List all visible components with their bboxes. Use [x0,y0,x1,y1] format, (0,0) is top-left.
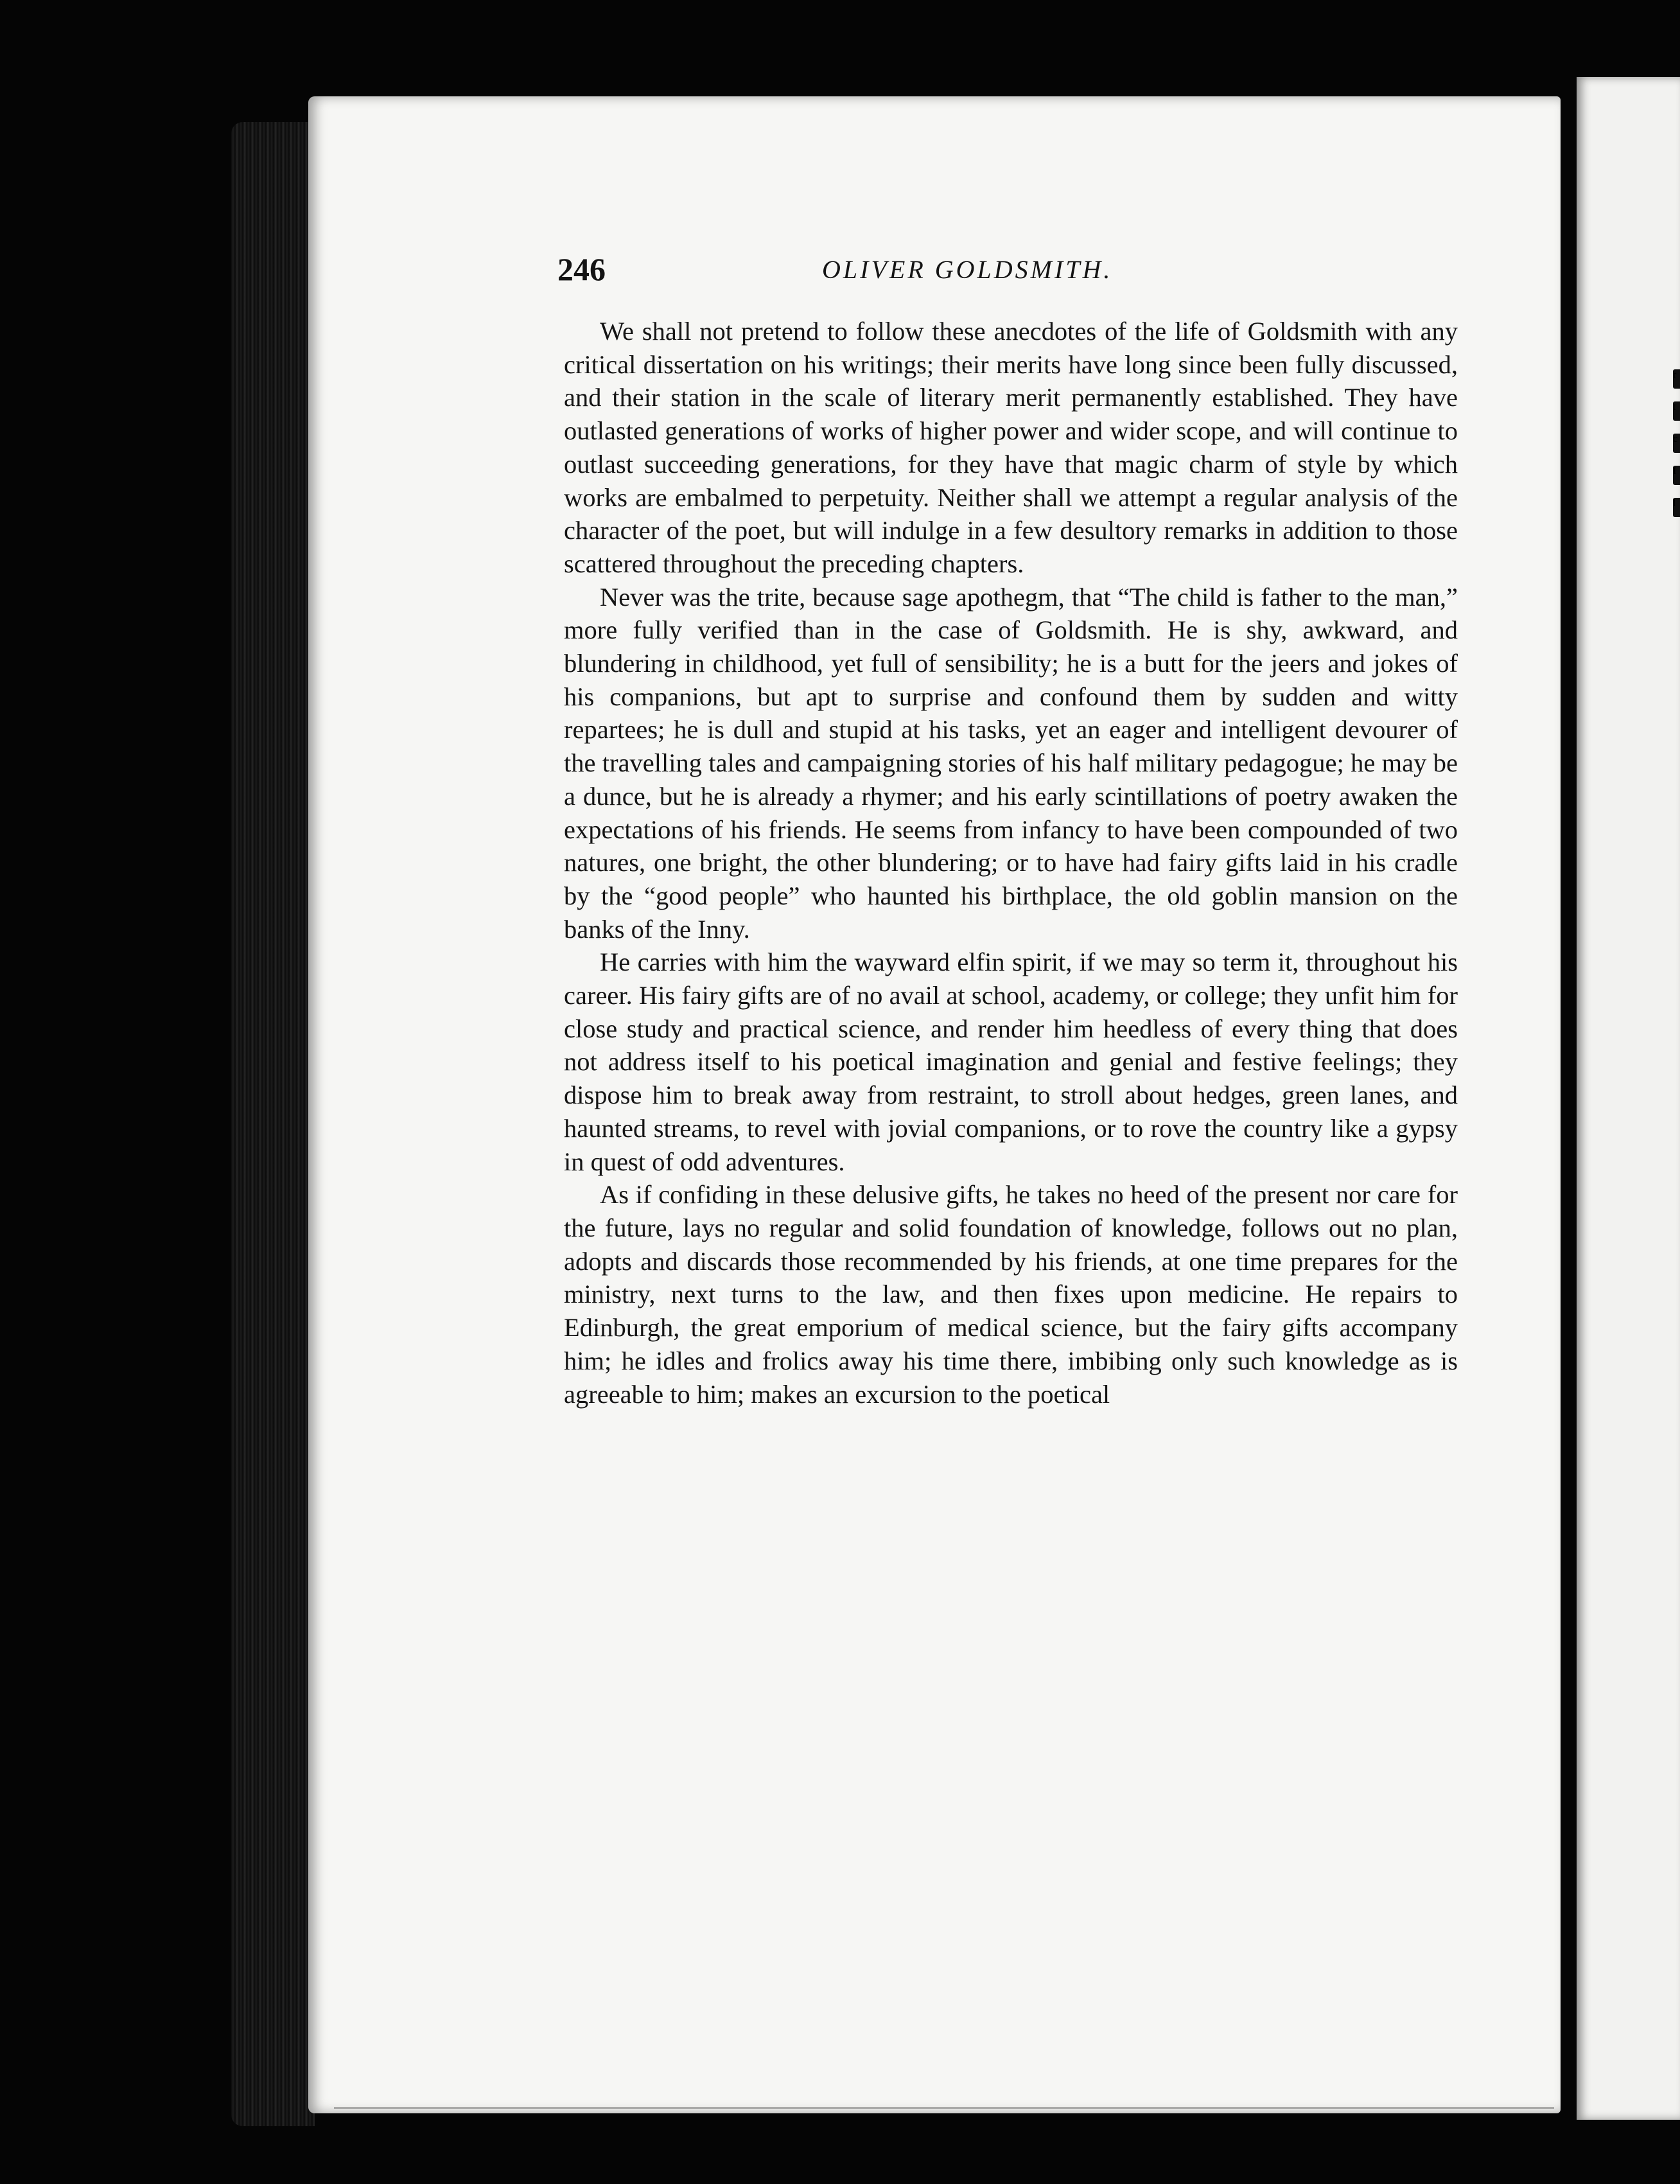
running-title: OLIVER GOLDSMITH. [822,255,1113,284]
page-bottom-rule [334,2107,1554,2109]
paragraph: He carries with him the wayward elfin spirit, if we may so term it, throughout his career. His fairy gifts are of no avail at school, academy, or college; they unfit him for close study and practical science, and render him heedless of every thing that does not address itself to his poetical imagination and genial and festive feelings; they dispose him to break away from restraint, to stroll about hedges, green lanes, and haunted streams, to revel with jovial companions, or to rove the country like a gypsy in quest of odd adventures. [564,947,1458,1176]
running-head [557,251,1482,295]
facing-page-glyph: r [1673,369,1680,389]
facing-page-glyph: t [1673,401,1680,421]
facing-page-edge [1577,77,1680,2120]
paragraph: As if confiding in these delusive gifts, he takes no heed of the present nor care for the future, lays no regular and solid foundation of knowledge, follows out no plan, adopts and discards those recommended by his friends, at one time prepares for the ministry, next turns to the law, and then fixes upon medicine. He repairs to Edinburgh, the great emporium of medical science, but the fairy gifts accompany him; he idles and frolics away his time there, imbibing only such knowledge as is agreeable to him; makes an excursion to the poetical [564,1180,1458,1409]
facing-page-glyph: l [1673,498,1680,517]
facing-page-glyph: c [1673,434,1680,453]
book-page [308,96,1561,2113]
body-text [564,315,1458,1411]
facing-page-glyph: I [1673,466,1680,485]
paragraph: Never was the trite, because sage apothegm, that “The child is father to the man,” more fully verified than in the case of Goldsmith. He is shy, awkward, and blundering in childhood, yet full of sensibility; he is a butt for the jeers and jokes of his companions, but apt to surprise and confound them by sudden and witty repartees; he is dull and stupid at his tasks, yet an eager and intelligent devourer of the travelling tales and campaigning stories of his half military pedagogue; he may be a dunce, but he is already a rhymer; and his early scintillations of poetry awaken the expectations of his friends. He seems from infancy to have been compounded of two natures, one bright, the other blundering; or to have had fairy gifts laid in his cradle by the “good people” who haunted his birthplace, the old goblin mansion on the banks of the Inny. [564,582,1458,944]
book-spine-edge [231,122,315,2126]
page-number: 246 [557,251,606,287]
paragraph: We shall not pretend to follow these anecdotes of the life of Goldsmith with any critical dissertation on his writings; their merits have long since been fully discussed, and their station in the scale of literary merit permanently established. They have outlasted generations of works of higher power and wider scope, and will continue to outlast succeeding generations, for they have that magic charm of style by which works are embalmed to perpetuity. Neither shall we attempt a regular analysis of the character of the poet, but will indulge in a few desultory remarks in addition to those scattered throughout the preceding chapters. [564,317,1458,578]
